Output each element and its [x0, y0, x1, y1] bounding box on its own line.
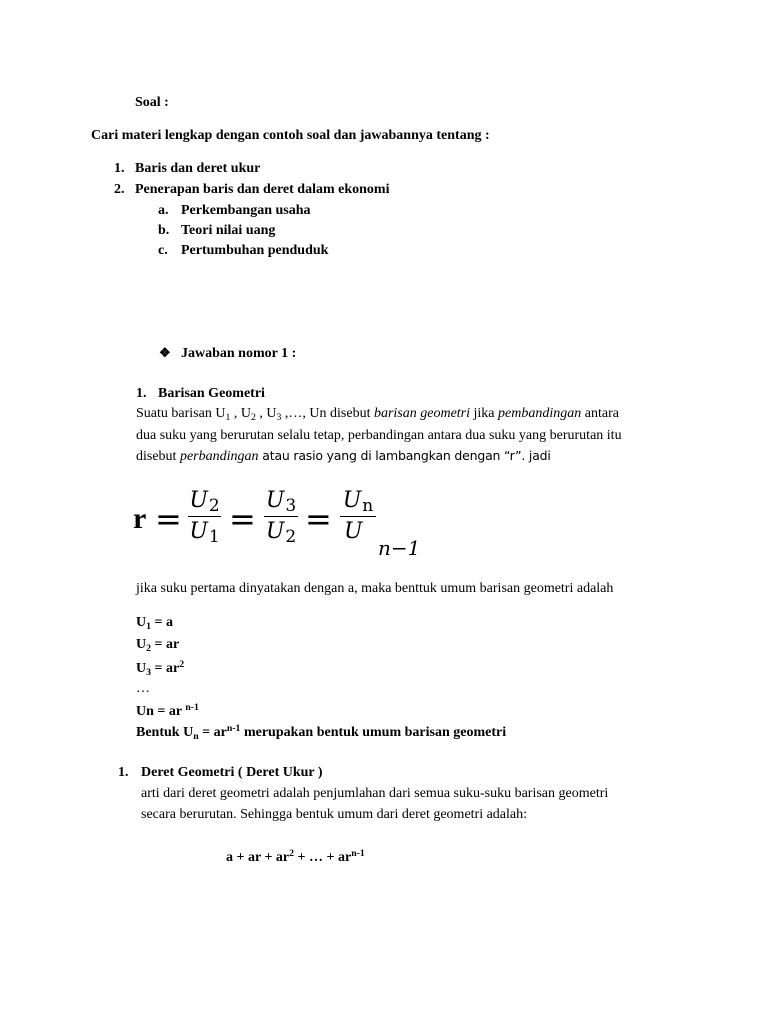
topic-1: Baris dan deret ukur: [135, 161, 261, 176]
deret-paragraph-line2: secara berurutan. Sehingga bentuk umum dari deret geometri adalah:: [141, 807, 528, 822]
barisan-paragraph-line2: dua suku yang berurutan selalu tetap, perbandingan antara dua suku yang berurutan itu: [136, 428, 622, 443]
general-form-text: jika suku pertama dinyatakan dengan a, maka benttuk umum barisan geometri adalah: [136, 581, 614, 596]
term-u1: $U_1 = a$: [136, 615, 174, 632]
topic-number-1: 1.: [114, 161, 125, 176]
deret-paragraph-line1: arti dari deret geometri adalah penjumlahan dari semua suku-suku barisan geometri: [141, 786, 609, 801]
topic-2: Penerapan baris dan deret dalam ekonomi: [135, 182, 390, 197]
soal-label: Soal :: [135, 95, 169, 110]
fraction-u3-u2: U3 U2: [265, 488, 297, 547]
intro-text: Cari materi lengkap dengan contoh soal dan jawabannya tentang :: [91, 128, 490, 143]
deret-heading: Deret Geometri ( Deret Ukur ): [141, 765, 323, 780]
subtopic-letter-b: b.: [158, 223, 170, 238]
deret-formula: a + ar + $ar^2$ + … + $ar^{n-1}$: [226, 848, 365, 865]
jawaban-heading: Jawaban nomor 1 :: [181, 346, 297, 361]
subtopic-c: Pertumbuhan penduduk: [181, 243, 329, 258]
fraction-un-un-1: Un U: [340, 486, 376, 547]
formula-equals-1: =: [155, 500, 182, 538]
formula-r: r: [133, 502, 147, 535]
formula-equals-3: =: [305, 500, 332, 538]
topic-number-2: 2.: [114, 182, 125, 197]
barisan-number: 1.: [136, 386, 147, 401]
term-ellipsis: …: [136, 681, 150, 696]
term-un: Un = ar $^{n-1}$: [136, 702, 199, 719]
subtopic-letter-a: a.: [158, 203, 169, 218]
term-u2: $U_2$ = ar: [136, 637, 180, 654]
formula-equals-2: =: [229, 500, 256, 538]
subtopic-b: Teori nilai uang: [181, 223, 276, 238]
deret-number: 1.: [118, 765, 129, 780]
barisan-paragraph-line1: Suatu barisan $U_1$ , $U_2$ , $U_3$ ,…, Un disebut barisan geometri jika pembandingan antara: [136, 406, 619, 423]
subtopic-a: Perkembangan usaha: [181, 203, 311, 218]
term-u3: $U_3 = ar^2$: [136, 659, 185, 678]
ratio-formula: [133, 486, 433, 566]
bentuk-umum-line: Bentuk $U_n = ar^{n-1}$ merupakan bentuk umum barisan geometri: [136, 723, 507, 742]
fraction-u2-u1: U2 U1: [189, 488, 220, 547]
formula-n-minus-1: n−1: [378, 536, 421, 560]
diamond-bullet-icon: ❖: [159, 345, 171, 360]
barisan-heading: Barisan Geometri: [158, 386, 265, 401]
barisan-paragraph-line3: disebut perbandingan atau rasio yang di lambangkan dengan “r”. jadi: [136, 448, 551, 464]
subtopic-letter-c: c.: [158, 243, 168, 258]
